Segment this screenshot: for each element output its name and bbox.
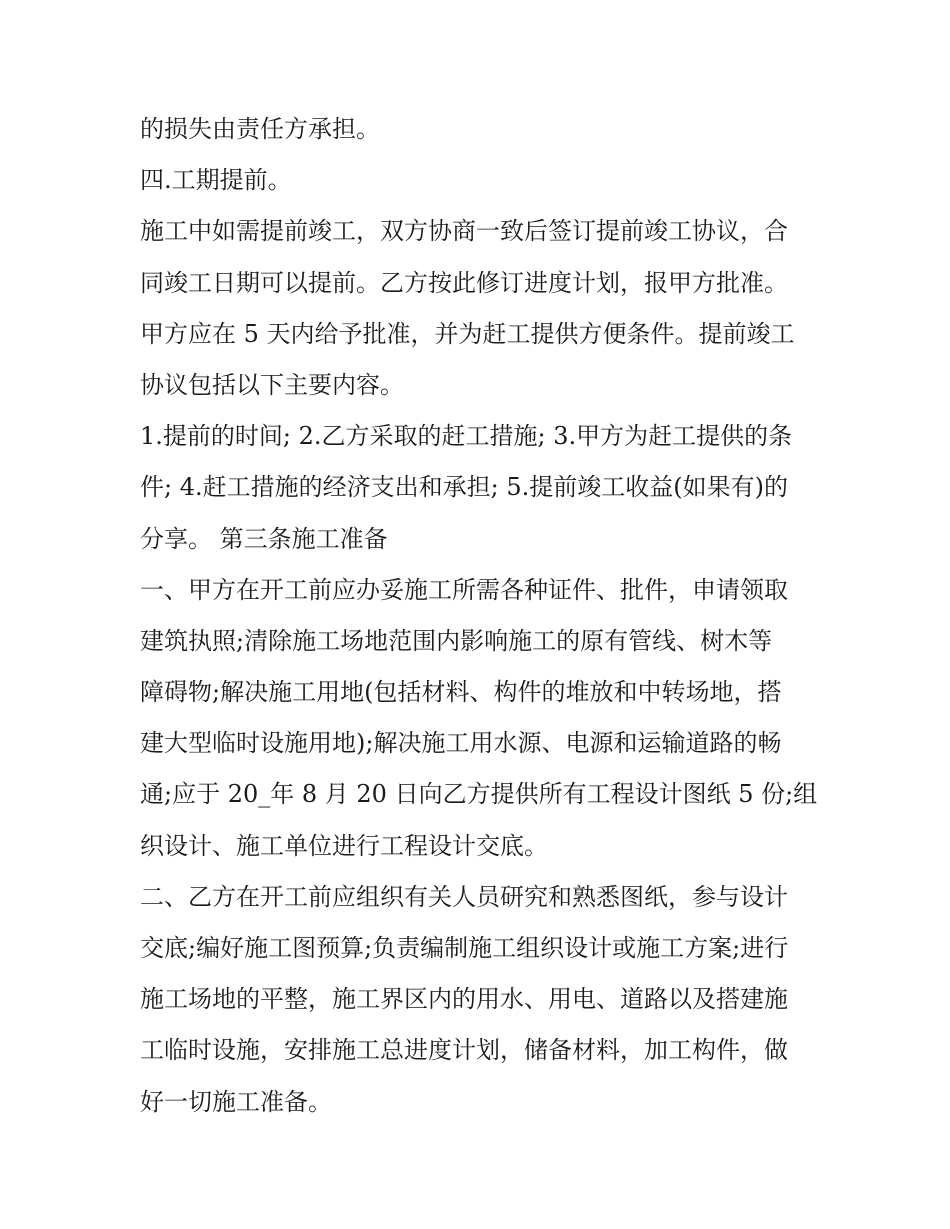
text-line: 织设计、施工单位进行工程设计交底。 [140, 831, 548, 860]
text-line: 施工场地的平整，施工界区内的用水、用电、道路以及搭建施 [140, 985, 788, 1014]
text-line: 1.提前的时间; 2.乙方采取的赶工措施; 3.甲方为赶工提供的条 [140, 422, 793, 451]
text-line: 施工中如需提前竣工，双方协商一致后签订提前竣工协议，合 [140, 217, 788, 246]
text-line: 建大型临时设施用地);解决施工用水源、电源和运输道路的畅 [140, 729, 782, 758]
text-line: 交底;编好施工图预算;负责编制施工组织设计或施工方案;进行 [140, 934, 789, 962]
section-heading: 四.工期提前。 [140, 166, 292, 195]
text-line: 协议包括以下主要内容。 [140, 370, 404, 399]
text-line: 的损失由责任方承担。 [140, 115, 380, 143]
text-line: 通;应于 20_年 8 月 20 日向乙方提供所有工程设计图纸 5 份;组 [140, 780, 818, 809]
text-line: 二、乙方在开工前应组织有关人员研究和熟悉图纸，参与设计 [140, 882, 788, 911]
text-line: 甲方应在 5 天内给予批准，并为赶工提供方便条件。提前竣工 [140, 319, 795, 348]
text-line: 建筑执照;清除施工场地范围内影响施工的原有管线、树木等 [140, 626, 773, 655]
text-line: 件; 4.赶工措施的经济支出和承担; 5.提前竣工收益(如果有)的 [140, 473, 788, 502]
text-line: 好一切施工准备。 [140, 1087, 332, 1116]
document-body [140, 104, 820, 1128]
text-line: 同竣工日期可以提前。乙方按此修订进度计划，报甲方批准。 [140, 268, 788, 297]
text-line: 障碍物;解决施工用地(包括材料、构件的堆放和中转场地，搭 [140, 678, 782, 707]
text-line: 一、甲方在开工前应办妥施工所需各种证件、批件，申请领取 [140, 575, 788, 604]
text-line: 分享。 第三条施工准备 [140, 524, 388, 553]
text-line: 工临时设施，安排施工总进度计划，储备材料，加工构件，做 [140, 1036, 788, 1065]
